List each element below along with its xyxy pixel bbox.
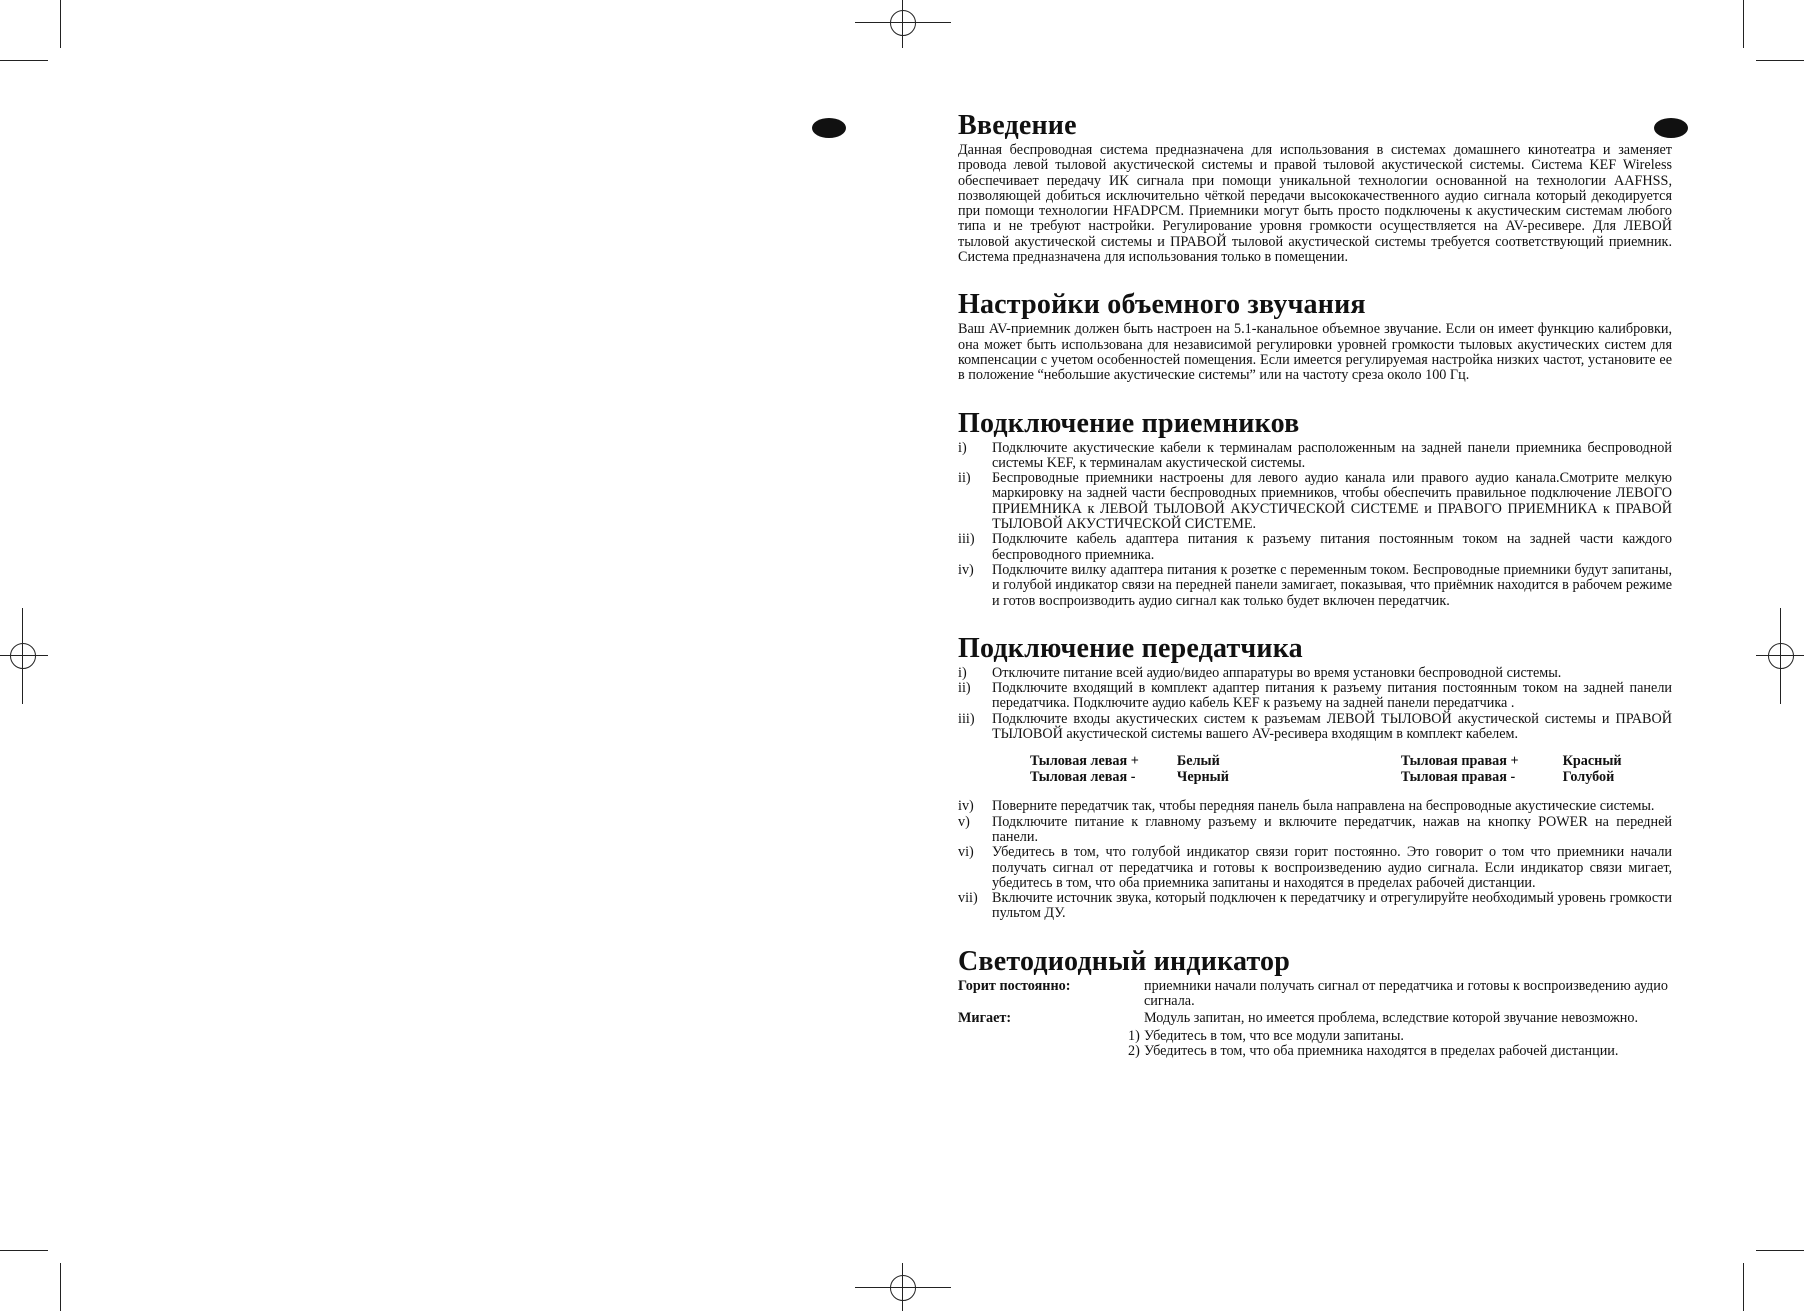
item-text: Включите источник звука, который подключен к передатчику и отрегулируйте необходимый уровень громкости пультом ДУ. — [992, 890, 1672, 922]
section-surround-settings — [958, 289, 1672, 383]
registration-circle — [890, 10, 916, 36]
item-text: Подключите питание к главному разъему и включите передатчик, нажав на кнопку POWER на передней панели. — [992, 813, 1672, 845]
section-title: Введение — [958, 110, 1077, 141]
led-steady-text: приемники начали получать сигнал от передатчика и готовы к воспроизведению аудио сигнала. — [1144, 977, 1668, 1009]
crop-mark — [60, 1263, 61, 1311]
item-number: 1) — [1128, 1027, 1140, 1044]
item-text: Подключите входящий в комплект адаптер питания к разъему питания постоянным током на задней панели передатчика. Подключите аудио кабель KEF к разъему на задней панели передатчика . — [992, 680, 1672, 712]
list-item — [958, 471, 1672, 532]
section-body: Ваш AV-приемник должен быть настроен на 5.1-канальное объемное звучание. Если он имеет функцию калибровки, она может быть использована для независимой регулировки уровней громкости тыловых акустических систем для компенсации с учетом особенностей помещения. Если имеется регулируемая настройка низких частот, установите ее в положение “небольшие акустические системы” или на частоту среза около 100 Гц. — [958, 321, 1672, 384]
item-number: iv) — [958, 798, 974, 815]
list-item — [958, 681, 1672, 712]
section-title: Подключение приемников — [958, 407, 1300, 439]
item-number: i) — [958, 664, 967, 681]
table-cell: Черный — [1176, 768, 1229, 785]
list-item — [958, 799, 1672, 814]
led-blink-text: Модуль запитан, но имеется проблема, вследствие которой звучание невозможно. — [1144, 1010, 1639, 1027]
section-title: Подключение передатчика — [958, 632, 1303, 664]
table-cell: Голубой — [1562, 768, 1615, 785]
item-text: Подключите акустические кабели к терминалам расположенным на задней панели приемника беспроводной системы KEF, к терминалам акустической системы. — [992, 439, 1672, 471]
item-number: 2) — [1128, 1042, 1140, 1059]
item-text: Подключите входы акустических систем к разъемам ЛЕВОЙ ТЫЛОВОЙ акустической системы и ПРАВОЙ ТЫЛОВОЙ акустической системы вашего AV-ресивера входящим в комплект кабелем. — [992, 710, 1672, 743]
table-row — [1030, 754, 1672, 770]
item-number: ii) — [958, 680, 971, 697]
crop-mark — [1756, 1250, 1804, 1251]
list-item — [1128, 1042, 1672, 1059]
crop-mark — [1743, 1263, 1744, 1311]
item-number: iv) — [958, 561, 974, 578]
list-item — [958, 712, 1672, 743]
section-intro — [958, 110, 1672, 265]
list-item — [958, 666, 1672, 681]
page-tab-marker-left — [812, 118, 846, 138]
list-item — [958, 891, 1672, 922]
cable-color-table — [1030, 754, 1672, 785]
item-number: vii) — [958, 890, 978, 907]
section-title: Настройки объемного звучания — [958, 289, 1366, 321]
manual-page-content — [958, 110, 1672, 1083]
table-cell: Тыловая правая + — [1400, 753, 1519, 770]
section-receiver-connection — [958, 408, 1672, 609]
item-text: Убедитесь в том, что оба приемника находятся в пределах рабочей дистанции. — [1144, 1042, 1619, 1059]
item-text: Отключите питание всей аудио/видео аппаратуры во время установки беспроводной системы. — [992, 664, 1562, 681]
table-cell: Белый — [1176, 753, 1220, 770]
section-led-indicator — [958, 946, 1672, 1059]
crop-mark — [1756, 60, 1804, 61]
section-transmitter-connection — [958, 633, 1672, 922]
registration-circle — [1768, 643, 1794, 669]
receiver-steps-list — [958, 441, 1672, 609]
registration-circle — [890, 1275, 916, 1301]
list-item — [958, 845, 1672, 891]
crop-mark — [60, 0, 61, 48]
table-cell: Красный — [1562, 753, 1622, 770]
led-steady-label: Горит постоянно: — [958, 977, 1071, 994]
table-cell: Тыловая левая - — [1030, 768, 1136, 785]
item-text: Убедитесь в том, что все модули запитаны. — [1144, 1027, 1404, 1044]
crop-mark — [0, 1250, 48, 1251]
item-number: iii) — [958, 710, 975, 727]
crop-mark — [0, 60, 48, 61]
list-item — [1128, 1027, 1672, 1044]
item-text: Поверните передатчик так, чтобы передняя панель была направлена на беспроводные акустические системы. — [992, 798, 1655, 815]
list-item — [958, 563, 1672, 609]
led-blink-label: Мигает: — [958, 1010, 1012, 1027]
table-row — [1030, 770, 1672, 786]
crop-mark — [1743, 0, 1744, 48]
list-item — [958, 441, 1672, 472]
item-number: vi) — [958, 844, 974, 861]
transmitter-steps-list — [958, 666, 1672, 742]
item-text: Подключите вилку адаптера питания к розетке с переменным током. Беспроводные приемники будут запитаны, и голубой индикатор связи на передней панели замигает, показывая, что приёмник находится в рабочем режиме и готов воспроизводить аудио сигнал как только будет включен передатчик. — [992, 561, 1672, 609]
item-number: iii) — [958, 531, 975, 548]
section-body: Данная беспроводная система предназначена для использования в системах домашнего кинотеатра и заменяет провода левой тыловой акустической системы и правой тыловой акустической системы. Система KEF Wireless обеспечивает передачу ИК сигнала при помощи уникальной технологии основанной на технологии AAFHSS, позволяющей добиться исключительно чёткой передачи высококачественного аудио сигнала который декодируется при помощи технологии HFADPCM. Приемники могут быть просто подключены к акустическим системам любого типа и не требуют настройки. Регулирование уровня громкости осуществляется на AV-ресивере. Для ЛЕВОЙ тыловой акустической системы и ПРАВОЙ тыловой акустической системы требуется соответствующий приемник. Система предназначена для использования только в помещении. — [958, 142, 1672, 266]
table-cell: Тыловая правая - — [1400, 768, 1516, 785]
table-cell: Тыловая левая + — [1030, 753, 1139, 770]
list-item — [958, 815, 1672, 846]
item-text: Убедитесь в том, что голубой индикатор связи горит постоянно. Это говорит о том что приемники начали получать сигнал от передатчика и готовы к воспроизведению аудио сигнала. Если индикатор связи мигает, убедитесь в том, что оба приемника запитаны и находятся в пределах рабочей дистанции. — [992, 844, 1672, 891]
item-text: Беспроводные приемники настроены для левого аудио канала или правого аудио канала.Смотрите мелкую маркировку на задней части беспроводных приемников, чтобы обеспечить правильное подключение ЛЕВОГО ПРИЕМНИКА к ЛЕВОЙ ТЫЛОВОЙ АКУСТИЧЕСКОЙ СИСТЕМЕ и ПРАВОГО ПРИЕМНИКА к ПРАВОЙ ТЫЛОВОЙ АКУСТИЧЕСКОЙ СИСТЕМЕ. — [992, 470, 1672, 533]
led-status-list — [958, 979, 1672, 1059]
item-text: Подключите кабель адаптера питания к разъему питания постоянным током на задней части каждого беспроводного приемника. — [992, 531, 1672, 563]
registration-circle — [10, 643, 36, 669]
item-number: i) — [958, 439, 967, 456]
item-number: ii) — [958, 470, 971, 487]
list-item — [958, 532, 1672, 563]
section-title: Светодиодный индикатор — [958, 945, 1291, 977]
item-number: v) — [958, 813, 970, 830]
transmitter-steps-list-continued — [958, 799, 1672, 921]
